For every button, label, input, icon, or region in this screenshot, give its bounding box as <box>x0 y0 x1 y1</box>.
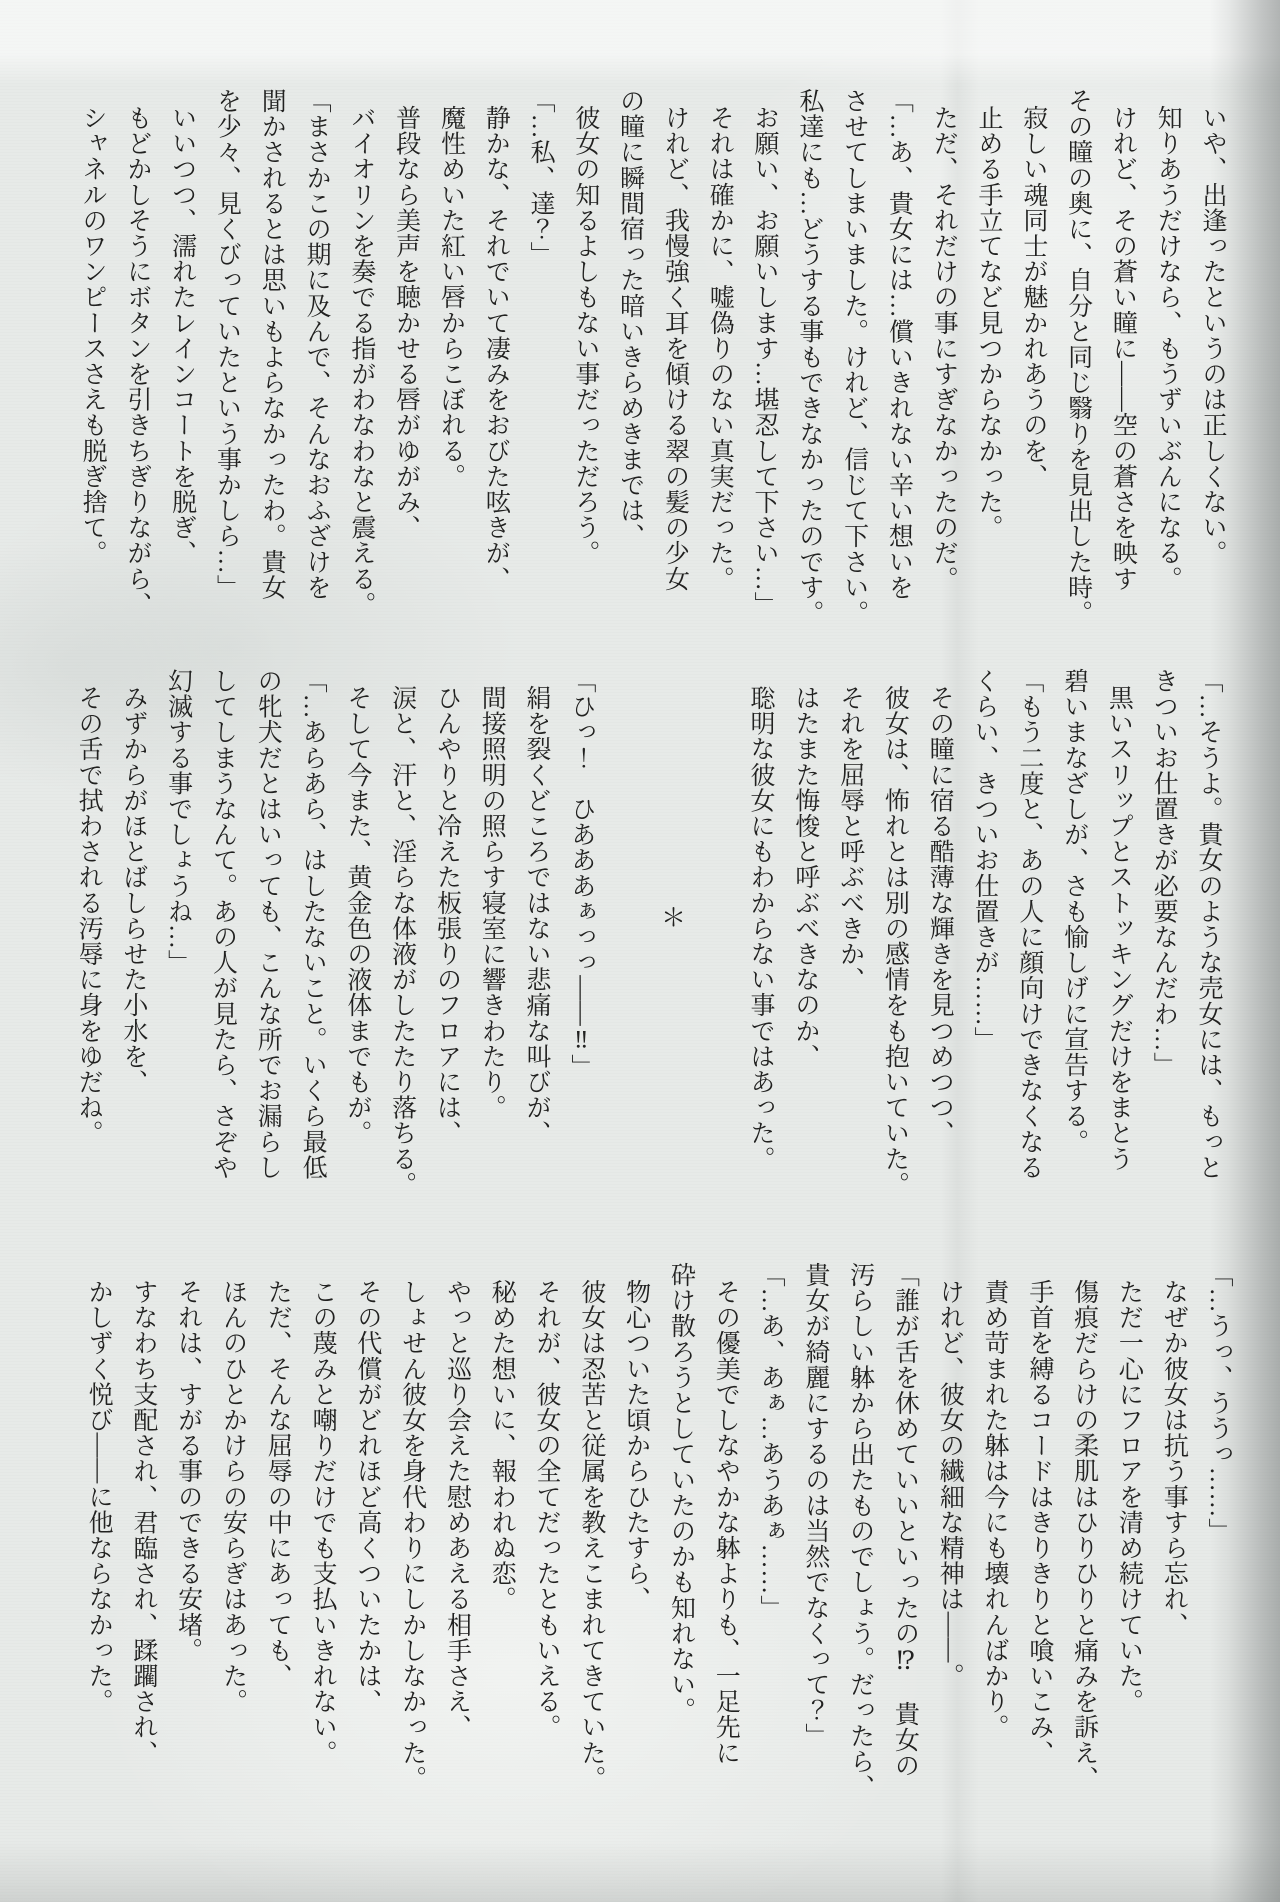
text-line: 寂しい魂同士が魅かれあうのを、 <box>1019 105 1047 489</box>
text-line: やっと巡り会えた慰めあえる相手さえ、 <box>443 1279 471 1740</box>
text-line: 秘めた想いに、報われぬ恋。 <box>488 1279 516 1612</box>
text-line: それが、彼女の全てだったともいえる。 <box>533 1279 561 1740</box>
text-line: 普段なら美声を聴かせる唇がゆがみ、 <box>392 105 420 541</box>
text-line: それを屈辱と呼ぶべきか、 <box>836 685 864 993</box>
text-line: 絹を裂くどころではない悲痛な叫びが、 <box>523 685 551 1146</box>
text-line: させてしまいました。けれど、信じて下さい。 <box>840 88 868 626</box>
text-line: ただ、そんな屈辱の中にあっても、 <box>264 1279 292 1689</box>
text-line: この蔑みと嘲りだけでも支払いきれない。 <box>309 1279 337 1766</box>
text-line: 貴女が綺麗にするのは当然でなくって？」 <box>801 1262 829 1749</box>
text-line: 砕け散ろうとしていたのかも知れない。 <box>667 1262 695 1723</box>
text-line: 手首を縛るコードはきりきりと喰いこみ、 <box>1025 1279 1053 1766</box>
text-line: 「もう二度と、あの人に顔向けできなくなる <box>1015 668 1043 1180</box>
text-line: その舌で拭わされる汚辱に身をゆだね。 <box>75 685 103 1146</box>
text-line: 「まさかこの期に及んで、そんなおふざけを <box>303 88 331 600</box>
text-line: くらい、きついお仕置きが……」 <box>971 668 999 1052</box>
blank-line <box>603 668 648 1260</box>
text-line: その瞳に宿る酷薄な輝きを見つめつつ、 <box>926 685 954 1146</box>
text-line: その優美でしなやかな躰よりも、一足先に <box>712 1279 740 1766</box>
text-line: しょせん彼女を身代わりにしかしなかった。 <box>398 1279 426 1791</box>
text-line: きついお仕置きが必要なんだわ…」 <box>1150 668 1178 1078</box>
text-line: ただ一心にフロアを清め続けていた。 <box>1115 1279 1143 1715</box>
text-line: 物心ついた頃からひたすら、 <box>622 1279 650 1612</box>
text-line: お願い、お願いします…堪忍して下さい…」 <box>751 105 779 617</box>
text-line: ひんやりと冷えた板張りのフロアには、 <box>433 685 461 1146</box>
text-line: ほんのひとかけらの安らぎはあった。 <box>219 1279 247 1715</box>
text-line: の牝犬だとはいっても、こんな所でお漏らし <box>254 668 282 1180</box>
text-line: それは確かに、嘘偽りのない真実だった。 <box>706 105 734 592</box>
text-line: 静かな、それでいて凄みをおびた呟きが、 <box>482 105 510 592</box>
text-line: 碧いまなざしが、さも愉しげに宣告する。 <box>1060 668 1088 1155</box>
text-line: 「…あ、あぁ…あうあぁ……」 <box>757 1262 785 1621</box>
text-line: の瞳に瞬間宿った暗いきらめきまでは、 <box>616 88 644 549</box>
text-line: その代償がどれほど高くついたかは、 <box>353 1279 381 1715</box>
text-line: 私達にも…どうする事もできなかったのです。 <box>795 88 823 626</box>
text-line: かしずく悦び――に他ならなかった。 <box>85 1279 113 1715</box>
text-line: なぜか彼女は抗う事すら忘れ、 <box>1160 1279 1188 1638</box>
text-line: 止める手立てなど見つからなかった。 <box>975 105 1003 541</box>
text-line: 汚らしい躰から出たものでしょう。だったら、 <box>846 1262 874 1800</box>
text-line: を少々、見くびっていたという事かしら…」 <box>213 88 241 600</box>
text-line: 「ひっ！ ひあああぁっっ――‼」 <box>567 668 595 1080</box>
text-line: いや、出逢ったというのは正しくない。 <box>1199 105 1226 566</box>
text-line: 魔性めいた紅い唇からこぼれる。 <box>437 105 465 489</box>
text-line: 知りあうだけなら、もうずいぶんになる。 <box>1154 105 1182 592</box>
text-line: けれど、彼女の繊細な精神は――。 <box>936 1279 964 1689</box>
text-line: みずからがほとばしらせた小水を、 <box>119 685 147 1095</box>
text-line: 彼女の知るよしもない事だっただろう。 <box>571 105 599 566</box>
text-line: すなわち支配され、君臨され、蹂躙され、 <box>129 1279 157 1766</box>
text-line: 「誰が舌を休めていいといったの⁉ 貴女の <box>891 1262 919 1778</box>
text-line: 聡明な彼女にもわからない事ではあった。 <box>747 685 775 1172</box>
text-line: 「…そうよ。貴女のような売女には、もっと <box>1195 668 1222 1180</box>
text-line: それは、すがる事のできる安堵。 <box>174 1279 202 1663</box>
text-line: 彼女は忍苦と従属を教えこまれてきていた。 <box>577 1279 605 1791</box>
text-line: してしまうなんて。あの人が見たら、さぞや <box>209 668 237 1180</box>
text-line: 「…うっ、ううっ……」 <box>1205 1262 1232 1544</box>
text-line: けれど、我慢強く耳を傾ける翠の髪の少女 <box>661 105 689 592</box>
text-line: 傷痕だらけの柔肌はひりひりと痛みを訴え、 <box>1070 1279 1098 1791</box>
text-line: 間接照明の照らす寝室に響きわたり。 <box>478 685 506 1121</box>
text-line: 幻滅する事でしょうね…」 <box>164 668 192 976</box>
text-line: はたまた悔悛と呼ぶべきなのか、 <box>791 685 819 1069</box>
text-line: 涙と、汗と、淫らな体液がしたたり落ちる。 <box>388 685 416 1197</box>
text-line: 「…あ、貴女には…償いきれない辛い想いを <box>885 88 913 600</box>
text-line: 「…私、達？」 <box>527 88 555 268</box>
text-line: けれど、その蒼い瞳に――空の蒼さを映す <box>1109 105 1137 592</box>
text-line: その瞳の奥に、自分と同じ翳りを見出した時。 <box>1064 88 1092 626</box>
text-line: そして今また、黄金色の液体までもが。 <box>343 685 371 1146</box>
text-line: 彼女は、怖れとは別の感情をも抱いていた。 <box>881 685 909 1197</box>
text-block-middle <box>58 668 1230 1260</box>
text-line: もどかしそうにボタンを引きちぎりながら、 <box>123 105 151 617</box>
text-line: 黒いスリップとストッキングだけをまとう <box>1105 685 1133 1172</box>
text-line: シャネルのワンピースさえも脱ぎ捨て。 <box>79 105 107 566</box>
section-divider: ＊ <box>657 904 685 929</box>
text-line: バイオリンを奏でる指がわなわなと震える。 <box>347 105 375 617</box>
text-line: 聞かされるとは思いもよらなかったわ。貴女 <box>258 88 286 600</box>
text-block-bottom <box>68 1262 1240 1868</box>
text-line: 責め苛まれた躰は今にも壊れんばかり。 <box>981 1279 1009 1740</box>
blank-line <box>692 668 737 1260</box>
text-line: ただ、それだけの事にすぎなかったのだ。 <box>930 105 958 592</box>
text-line: いいつつ、濡れたレインコートを脱ぎ、 <box>168 105 196 566</box>
text-block-top <box>62 88 1234 673</box>
text-line: 「…あらあら、はしたないこと。いくら最低 <box>299 668 327 1180</box>
